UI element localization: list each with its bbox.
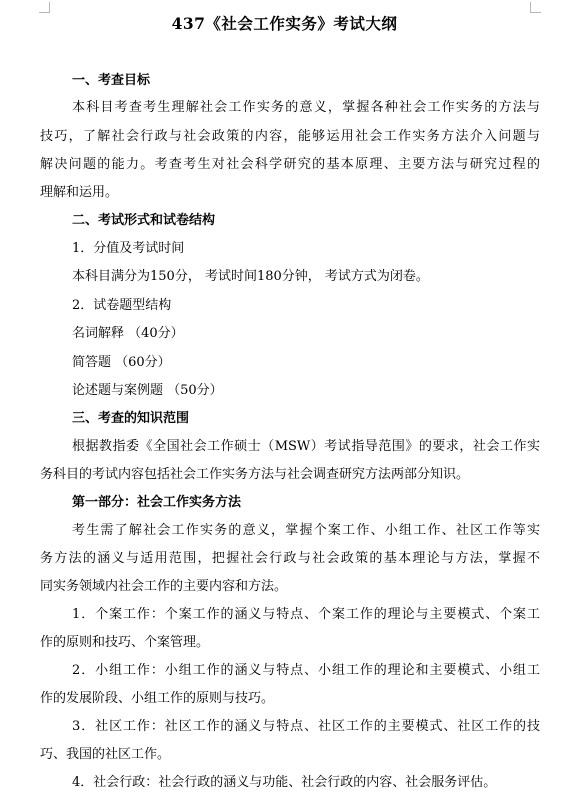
paragraph-line: 务科目的考试内容包括社会工作实务方法与社会调查研究方法两部分知识。 bbox=[40, 467, 470, 482]
paragraph-line: 2．小组工作：小组工作的涵义与特点、小组工作的理论和主要模式、小组工 bbox=[72, 663, 540, 678]
paragraph-line: 本科目满分为150分， 考试时间180分钟， 考试方式为闭卷。 bbox=[72, 269, 429, 284]
paragraph-line: 1．分值及考试时间 bbox=[72, 241, 185, 256]
paragraph-line: 3．社区工作：社区工作的涵义与特点、社区工作的主要模式、社区工作的技 bbox=[72, 719, 540, 734]
section-heading: 二、考试形式和试卷结构 bbox=[72, 213, 216, 228]
document-title: 437《社会工作实务》考试大纲 bbox=[171, 14, 398, 33]
paragraph-line: 2．试卷题型结构 bbox=[72, 298, 172, 313]
paragraph-line: 作的发展阶段、小组工作的原则与技巧。 bbox=[40, 691, 275, 706]
section-heading: 三、考查的知识范围 bbox=[72, 411, 190, 426]
paragraph-line: 巧、我国的社区工作。 bbox=[40, 747, 171, 762]
paragraph-line: 务方法的涵义与适用范围，把握社会行政与社会政策的基本理论与方法，掌握不 bbox=[40, 551, 540, 566]
paragraph-line: 4．社会行政：社会行政的涵义与功能、社会行政的内容、社会服务评估。 bbox=[72, 775, 497, 790]
paragraph-line: 论述题与案例题 （50分） bbox=[72, 383, 223, 398]
paragraph-line: 同实务领域内社会工作的主要内容和方法。 bbox=[40, 579, 288, 594]
paragraph-line: 名词解释 （40分） bbox=[72, 326, 184, 341]
paragraph-line: 1．个案工作：个案工作的涵义与特点、个案工作的理论与主要模式、个案工 bbox=[72, 607, 540, 622]
paragraph-line: 理解和运用。 bbox=[40, 185, 119, 200]
paragraph-line: 技巧，了解社会行政与社会政策的内容，能够运用社会工作实务方法介入问题与 bbox=[40, 129, 540, 144]
paragraph-line: 考生需了解社会工作实务的意义，掌握个案工作、小组工作、社区工作等实 bbox=[72, 523, 540, 538]
section-heading: 一、考查目标 bbox=[72, 73, 151, 88]
paragraph-line: 解决问题的能力。考查考生对社会科学研究的基本原理、主要方法与研究过程的 bbox=[40, 157, 540, 172]
paragraph-line: 简答题 （60分） bbox=[72, 355, 171, 370]
paragraph-line: 本科目考查考生理解社会工作实务的意义，掌握各种社会工作实务的方法与 bbox=[72, 100, 540, 115]
section-heading: 第一部分：社会工作实务方法 bbox=[72, 495, 242, 510]
paragraph-line: 根据教指委《全国社会工作硕士（MSW）考试指导范围》的要求，社会工作实 bbox=[72, 439, 540, 454]
paragraph-line: 作的原则和技巧、个案管理。 bbox=[40, 635, 210, 650]
